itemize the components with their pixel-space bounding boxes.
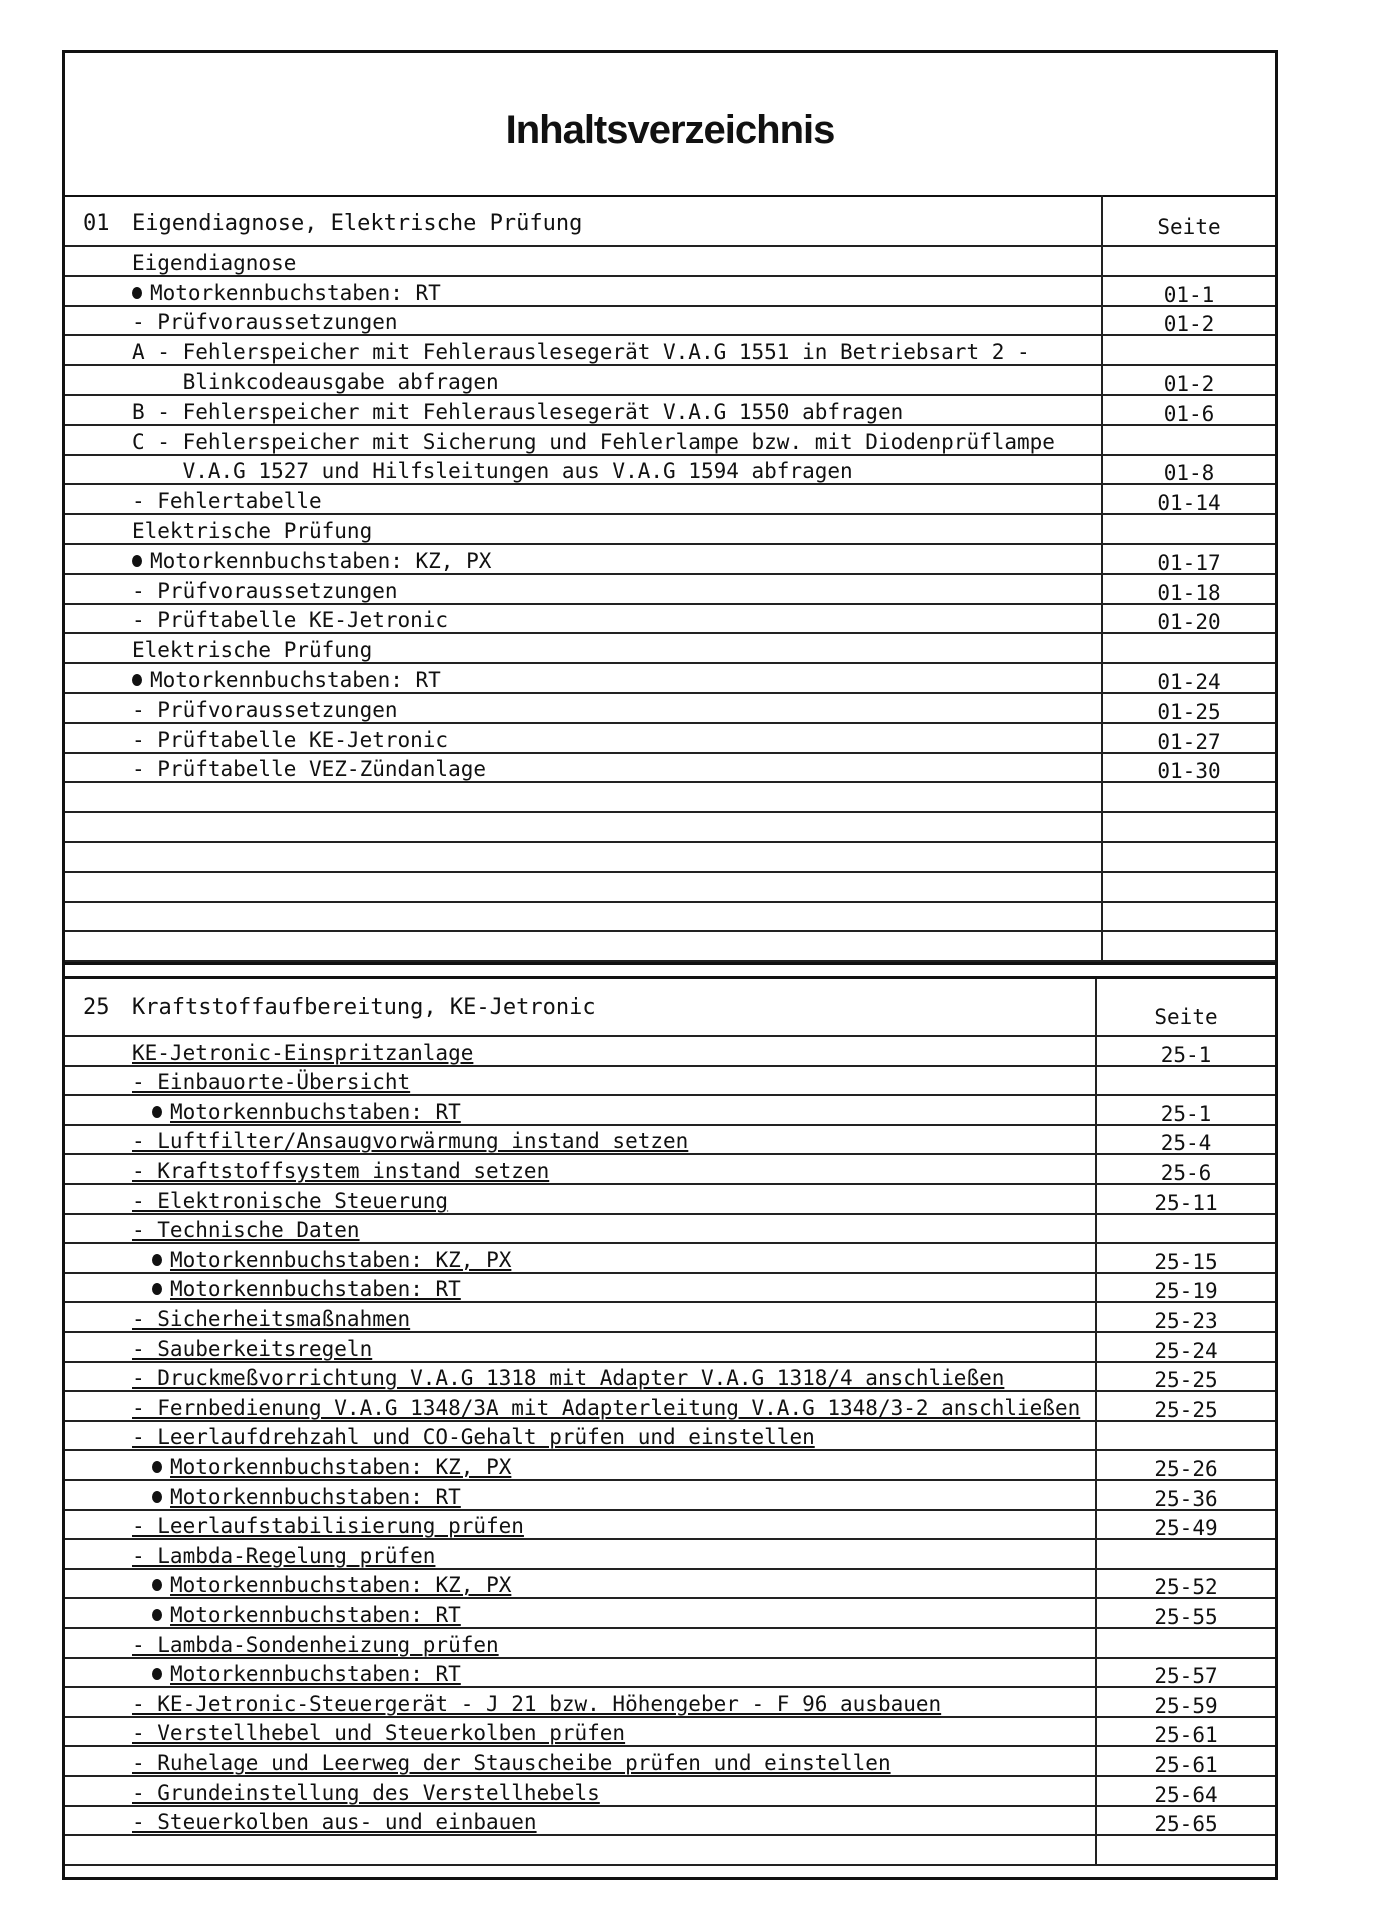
- toc-entry-text: [132, 1516, 524, 1537]
- toc-page-number[interactable]: 25-4: [1160, 1131, 1212, 1156]
- toc-page-number[interactable]: 25-25: [1154, 1397, 1218, 1422]
- toc-entry-label: - Elektronische Steuerung: [132, 1188, 449, 1213]
- toc-entry-label: - Grundeinstellung des Verstellhebels: [132, 1780, 600, 1805]
- toc-page-number[interactable]: 01-17: [1157, 550, 1221, 575]
- toc-entry-label: Elektrische Prüfung: [132, 638, 373, 663]
- section-number: 25: [83, 995, 110, 1020]
- toc-entry-text: [132, 518, 373, 543]
- toc-entry-label: - KE-Jetronic-Steuergerät - J 21 bzw. Höhengeber - F 96 ausbauen: [132, 1691, 942, 1716]
- toc-entry-label: - Prüfvoraussetzungen: [132, 697, 398, 722]
- bullet-icon: [152, 1491, 162, 1503]
- toc-row[interactable]: [65, 754, 1275, 784]
- toc-page-number[interactable]: 25-1: [1160, 1101, 1212, 1126]
- toc-entry-text: [132, 1336, 373, 1361]
- toc-entry-engine-code: [152, 1664, 461, 1685]
- toc-entry-engine-code: [152, 1279, 461, 1300]
- toc-page-number[interactable]: 01-14: [1157, 491, 1221, 516]
- toc-entry-label: - Leerlaufstabilisierung prüfen: [132, 1514, 524, 1539]
- section-header-row: [65, 195, 1275, 247]
- toc-page-number[interactable]: 01-27: [1157, 729, 1221, 754]
- toc-row[interactable]: [65, 277, 1275, 307]
- toc-page-number[interactable]: 25-61: [1154, 1723, 1218, 1748]
- toc-row[interactable]: [65, 1392, 1275, 1422]
- toc-entry-label: - Fernbedienung V.A.G 1348/3A mit Adapterleitung V.A.G 1348/3-2 anschließen: [132, 1395, 1081, 1420]
- toc-row[interactable]: [65, 426, 1275, 456]
- toc-entry-label: - Sicherheitsmaßnahmen: [132, 1306, 411, 1331]
- toc-entry-text: [132, 461, 853, 482]
- toc-page-number[interactable]: 01-20: [1157, 610, 1221, 635]
- toc-page-number[interactable]: 01-30: [1157, 759, 1221, 784]
- bullet-icon: [152, 1283, 162, 1295]
- toc-entry-label: - Prüftabelle KE-Jetronic: [132, 608, 449, 633]
- toc-page-number[interactable]: 25-1: [1160, 1042, 1212, 1067]
- toc-row[interactable]: [65, 396, 1275, 426]
- toc-page-number[interactable]: 01-24: [1157, 669, 1221, 694]
- toc-entry-label: - Kraftstoffsystem instand setzen: [132, 1158, 550, 1183]
- toc-entry-text: [132, 250, 297, 275]
- toc-entry-text: [132, 312, 398, 333]
- section-heading: Kraftstoffaufbereitung, KE-Jetronic: [132, 995, 596, 1020]
- toc-entry-label: Motorkennbuchstaben: RT: [170, 1099, 461, 1124]
- toc-entry-text: [132, 1131, 688, 1152]
- toc-entry-label: - Leerlaufdrehzahl und CO-Gehalt prüfen und einstellen: [132, 1425, 815, 1450]
- toc-page-number[interactable]: 25-64: [1154, 1782, 1218, 1807]
- toc-entry-label: V.A.G 1527 und Hilfsleitungen aus V.A.G 1594 abfragen: [132, 459, 853, 484]
- toc-entry-text: [132, 1188, 449, 1213]
- bullet-icon: [132, 555, 142, 567]
- document-frame: [62, 50, 1278, 1880]
- toc-row[interactable]: [65, 694, 1275, 724]
- toc-entry-label: - Prüfvoraussetzungen: [132, 578, 398, 603]
- toc-row[interactable]: [65, 1067, 1275, 1097]
- toc-page-number[interactable]: 25-15: [1154, 1249, 1218, 1274]
- toc-row[interactable]: [65, 545, 1275, 575]
- toc-entry-label: KE-Jetronic-Einspritzanlage: [132, 1040, 474, 1065]
- toc-entry-label: - Steuerkolben aus- und einbauen: [132, 1810, 537, 1835]
- toc-entry-label: - Prüftabelle VEZ-Zündanlage: [132, 757, 487, 782]
- toc-entry-label: Motorkennbuchstaben: KZ, PX: [170, 1573, 512, 1598]
- toc-row[interactable]: [65, 1747, 1275, 1777]
- toc-page-number[interactable]: 01-18: [1157, 580, 1221, 605]
- toc-page-number[interactable]: 01-2: [1163, 312, 1215, 337]
- toc-row[interactable]: [65, 485, 1275, 515]
- toc-entry-label: B - Fehlerspeicher mit Fehlerauslesegerät V.A.G 1550 abfragen: [132, 399, 904, 424]
- bullet-icon: [152, 1668, 162, 1680]
- toc-page-number[interactable]: 25-61: [1154, 1752, 1218, 1777]
- toc-entry-label: - Luftfilter/Ansaugvorwärmung instand setzen: [132, 1129, 689, 1154]
- toc-entry-label: C - Fehlerspeicher mit Sicherung und Fehlerlampe bzw. mit Diodenprüflampe: [132, 429, 1055, 454]
- toc-row[interactable]: [65, 1274, 1275, 1304]
- toc-entry-text: [132, 491, 322, 512]
- toc-row: [65, 1836, 1275, 1866]
- toc-row[interactable]: [65, 1807, 1275, 1837]
- toc-entry-label: - Fehlertabelle: [132, 489, 322, 514]
- toc-row[interactable]: [65, 1422, 1275, 1452]
- title-area: [65, 53, 1275, 197]
- toc-entry-text: [132, 1632, 499, 1657]
- toc-row[interactable]: [65, 1451, 1275, 1481]
- toc-entry-text: [132, 1395, 1081, 1420]
- toc-row[interactable]: [65, 366, 1275, 396]
- toc-entry-text: [132, 1220, 360, 1241]
- toc-entry-label: Motorkennbuchstaben: KZ, PX: [170, 1247, 512, 1272]
- toc-entry-engine-code: [132, 667, 441, 692]
- toc-page-number[interactable]: 25-52: [1154, 1575, 1218, 1600]
- toc-page-number[interactable]: 25-65: [1154, 1812, 1218, 1837]
- toc-page-number[interactable]: 01-25: [1157, 699, 1221, 724]
- toc-entry-text: [132, 1306, 411, 1331]
- page-title: Inhaltsverzeichnis: [505, 108, 835, 152]
- toc-entry-text: [132, 727, 449, 752]
- toc-page-number[interactable]: 25-19: [1154, 1279, 1218, 1304]
- toc-entry-engine-code: [152, 1454, 512, 1479]
- toc-entry-text: [132, 1072, 410, 1093]
- toc-row[interactable]: [65, 1244, 1275, 1274]
- toc-entry-text: [132, 578, 398, 603]
- toc-row: [65, 873, 1275, 903]
- toc-row: [65, 932, 1275, 962]
- bullet-icon: [152, 1579, 162, 1591]
- toc-entry-text: [132, 1543, 436, 1568]
- toc-row[interactable]: [65, 1688, 1275, 1718]
- toc-entry-label: - Ruhelage und Leerweg der Stauscheibe prüfen und einstellen: [132, 1750, 891, 1775]
- toc-row[interactable]: [65, 1303, 1275, 1333]
- toc-entry-text: [132, 1691, 942, 1716]
- toc-entry-text: [132, 610, 448, 631]
- toc-row: [65, 813, 1275, 843]
- section-heading: Eigendiagnose, Elektrische Prüfung: [132, 211, 583, 236]
- toc-page-number[interactable]: 25-11: [1154, 1190, 1218, 1215]
- toc-entry-text: [132, 1750, 891, 1775]
- toc-row[interactable]: [65, 1659, 1275, 1689]
- toc-entry-label: - Sauberkeitsregeln: [132, 1336, 373, 1361]
- toc-row[interactable]: [65, 307, 1275, 337]
- page-column-header: Seite: [1154, 1005, 1218, 1029]
- bullet-icon: [152, 1106, 162, 1118]
- toc-row[interactable]: [65, 634, 1275, 664]
- section-01: [65, 195, 1275, 965]
- toc-entry-label: Motorkennbuchstaben: RT: [170, 1277, 461, 1302]
- toc-entry-label: - Lambda-Regelung prüfen: [132, 1543, 436, 1568]
- toc-row[interactable]: [65, 1096, 1275, 1126]
- toc-entry-engine-code: [132, 548, 492, 573]
- toc-page-number[interactable]: 25-57: [1154, 1664, 1218, 1689]
- toc-page-number[interactable]: 25-25: [1154, 1368, 1218, 1393]
- toc-entry-text: [132, 1368, 1004, 1389]
- toc-page-number[interactable]: 01-6: [1163, 401, 1215, 426]
- toc-entry-label: Eigendiagnose: [132, 250, 297, 275]
- toc-row[interactable]: [65, 1185, 1275, 1215]
- toc-row[interactable]: [65, 247, 1275, 277]
- toc-page-number[interactable]: 25-6: [1160, 1160, 1212, 1185]
- toc-row[interactable]: [65, 1718, 1275, 1748]
- toc-entry-text: [132, 1040, 474, 1065]
- toc-entry-text: [132, 697, 398, 722]
- toc-row[interactable]: [65, 336, 1275, 366]
- toc-entry-engine-code: [152, 1575, 511, 1596]
- toc-entry-text: [132, 640, 372, 661]
- toc-row[interactable]: [65, 515, 1275, 545]
- toc-row[interactable]: [65, 1511, 1275, 1541]
- toc-entry-text: [132, 1427, 815, 1448]
- toc-page-number[interactable]: 25-59: [1154, 1693, 1218, 1718]
- toc-entry-label: Motorkennbuchstaben: RT: [170, 1602, 461, 1627]
- toc-entry-text: [132, 399, 904, 424]
- section-number: 01: [83, 211, 110, 236]
- toc-page-number[interactable]: 25-26: [1154, 1456, 1218, 1481]
- toc-row: [65, 903, 1275, 933]
- toc-row[interactable]: [65, 1363, 1275, 1393]
- bullet-icon: [152, 1254, 162, 1266]
- toc-entry-label: A - Fehlerspeicher mit Fehlerauslesegerät V.A.G 1551 in Betriebsart 2 -: [132, 340, 1030, 365]
- toc-page-number[interactable]: 01-2: [1163, 371, 1215, 396]
- bullet-icon: [152, 1461, 162, 1473]
- toc-row[interactable]: [65, 1570, 1275, 1600]
- toc-row[interactable]: [65, 724, 1275, 754]
- bullet-icon: [132, 287, 142, 299]
- toc-row[interactable]: [65, 1481, 1275, 1511]
- toc-row: [65, 843, 1275, 873]
- toc-entry-label: Motorkennbuchstaben: RT: [170, 1662, 461, 1687]
- bullet-icon: [152, 1609, 162, 1621]
- toc-row[interactable]: [65, 605, 1275, 635]
- toc-entry-label: Motorkennbuchstaben: RT: [170, 1484, 461, 1509]
- toc-row[interactable]: [65, 1777, 1275, 1807]
- section-25: [65, 976, 1275, 1866]
- toc-entry-engine-code: [152, 1247, 512, 1272]
- toc-entry-engine-code: [152, 1484, 461, 1509]
- toc-page-number[interactable]: 25-24: [1154, 1338, 1218, 1363]
- toc-row[interactable]: [65, 664, 1275, 694]
- toc-entry-label: Motorkennbuchstaben: RT: [150, 667, 441, 692]
- toc-entry-label: - Technische Daten: [132, 1218, 360, 1243]
- toc-row[interactable]: [65, 1540, 1275, 1570]
- toc-row[interactable]: [65, 1215, 1275, 1245]
- toc-entry-label: - Einbauorte-Übersicht: [132, 1070, 411, 1095]
- toc-entry-label: - Prüfvoraussetzungen: [132, 310, 398, 335]
- toc-row[interactable]: [65, 456, 1275, 486]
- toc-row[interactable]: [65, 1037, 1275, 1067]
- page-column-header: Seite: [1157, 215, 1221, 239]
- toc-row[interactable]: [65, 1126, 1275, 1156]
- toc-row[interactable]: [65, 1155, 1275, 1185]
- toc-entry-text: [132, 759, 486, 780]
- section-header-row: [65, 979, 1275, 1037]
- toc-row[interactable]: [65, 1333, 1275, 1363]
- toc-row: [65, 783, 1275, 813]
- toc-page-number[interactable]: 25-55: [1154, 1604, 1218, 1629]
- toc-row[interactable]: [65, 575, 1275, 605]
- toc-page-number[interactable]: 01-8: [1163, 461, 1215, 486]
- toc-entry-text: [132, 1780, 600, 1805]
- toc-entry-label: - Druckmeßvorrichtung V.A.G 1318 mit Adapter V.A.G 1318/4 anschließen: [132, 1366, 1005, 1391]
- toc-entry-text: [132, 429, 1055, 454]
- toc-page-number[interactable]: 25-23: [1154, 1308, 1218, 1333]
- toc-entry-label: - Verstellhebel und Steuerkolben prüfen: [132, 1721, 626, 1746]
- toc-entry-label: Motorkennbuchstaben: KZ, PX: [170, 1454, 512, 1479]
- toc-entry-label: - Prüftabelle KE-Jetronic: [132, 727, 449, 752]
- toc-row[interactable]: [65, 1599, 1275, 1629]
- toc-entry-engine-code: [152, 1099, 461, 1124]
- toc-page-number[interactable]: 25-36: [1154, 1486, 1218, 1511]
- toc-entry-label: Motorkennbuchstaben: KZ, PX: [150, 548, 492, 573]
- bullet-icon: [132, 674, 142, 686]
- toc-page-number[interactable]: 25-49: [1154, 1516, 1218, 1541]
- toc-entry-text: [132, 1723, 625, 1744]
- toc-entry-engine-code: [132, 280, 441, 305]
- toc-entry-label: - Lambda-Sondenheizung prüfen: [132, 1632, 499, 1657]
- toc-entry-text: [132, 369, 499, 394]
- toc-entry-label: Blinkcodeausgabe abfragen: [132, 369, 499, 394]
- toc-entry-label: Motorkennbuchstaben: RT: [150, 280, 441, 305]
- toc-entry-text: [132, 342, 1030, 363]
- toc-page-number[interactable]: 01-1: [1163, 282, 1215, 307]
- toc-entry-engine-code: [152, 1602, 461, 1627]
- toc-row[interactable]: [65, 1629, 1275, 1659]
- toc-entry-text: [132, 1158, 550, 1183]
- toc-entry-label: Elektrische Prüfung: [132, 518, 373, 543]
- toc-entry-text: [132, 1812, 537, 1833]
